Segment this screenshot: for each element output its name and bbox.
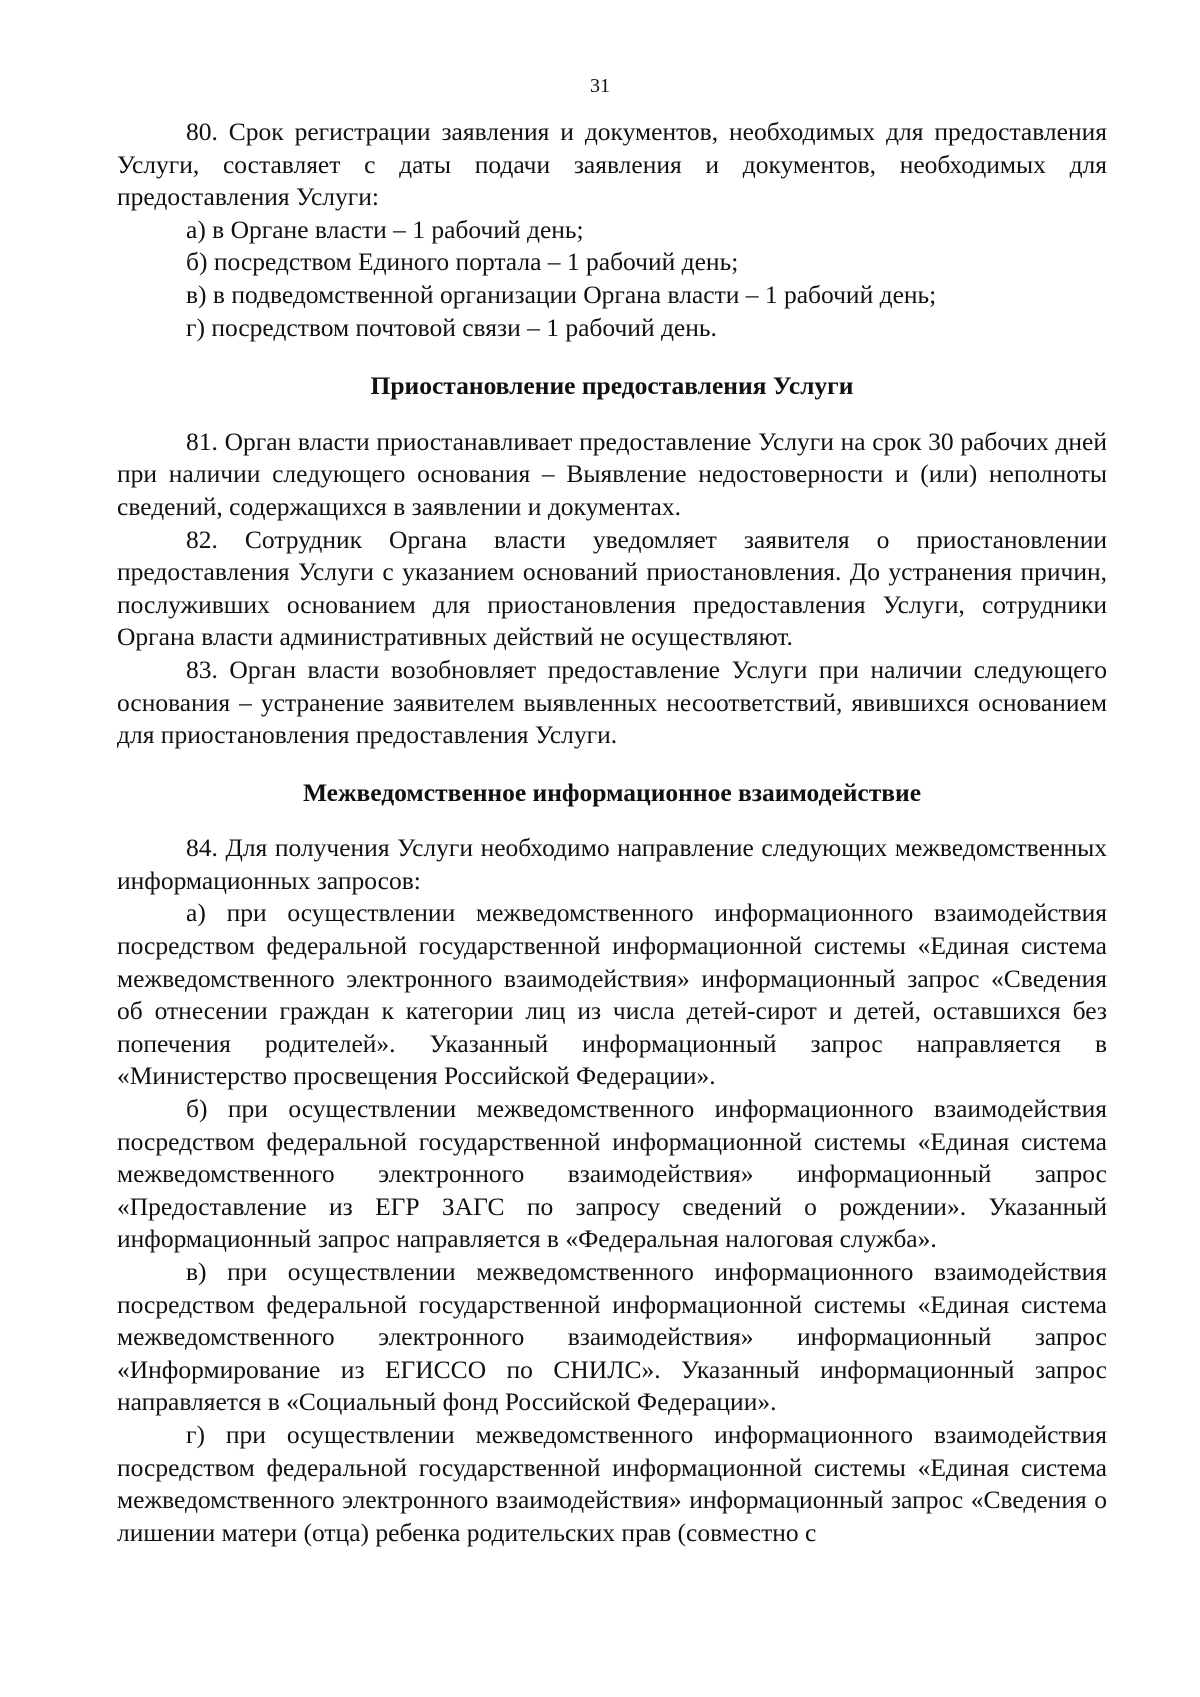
paragraph-83: 83. Орган власти возобновляет предоставление Услуги при наличии следующего основания – устранение заявителем выявленных несоответствий, явившихся основанием для приостановления предоставления Услуги. bbox=[117, 654, 1107, 750]
paragraph-84: 84. Для получения Услуги необходимо направление следующих межведомственных информационных запросов: bbox=[117, 833, 1107, 895]
paragraph-80-v: в) в подведомственной организации Органа власти – 1 рабочий день; bbox=[186, 279, 937, 309]
page-number: 31 bbox=[590, 75, 610, 97]
paragraph-80: 80. Срок регистрации заявления и документов, необходимых для предоставления Услуги, составляет с даты подачи заявления и документов, необходимых для предоставления Услуги: bbox=[117, 117, 1107, 212]
paragraph-84-g: г) при осуществлении межведомственного информационного взаимодействия посредством федеральной государственной информационной системы «Единая система межведомственного электронного взаимодействия» информационный запрос «Сведения о лишении матери (отца) ребенка родительских прав (совместно с bbox=[117, 1419, 1107, 1547]
paragraph-80-b: б) посредством Единого портала – 1 рабочий день; bbox=[186, 247, 739, 277]
paragraph-81: 81. Орган власти приостанавливает предоставление Услуги на срок 30 рабочих дней при наличии следующего основания – Выявление недостоверности и (или) неполноты сведений, содержащихся в заявлении и документах. bbox=[117, 426, 1107, 521]
paragraph-84-v: в) при осуществлении межведомственного информационного взаимодействия посредством федеральной государственной информационной системы «Единая система межведомственного электронного взаимодействия» информационный запрос «Информирование из ЕГИССО по СНИЛС». Указанный информационный запрос направляется в «Социальный фонд Российской Федерации». bbox=[117, 1257, 1107, 1417]
section-heading-suspension: Приостановление предоставления Услуги bbox=[370, 371, 854, 401]
paragraph-80-a: а) в Органе власти – 1 рабочий день; bbox=[186, 214, 584, 244]
paragraph-84-b: б) при осуществлении межведомственного информационного взаимодействия посредством федеральной государственной информационной системы «Единая система межведомственного электронного взаимодействия» информационный запрос «Предоставление из ЕГР ЗАГС по запросу сведений о рождении». Указанный информационный запрос направляется в «Федеральная налоговая служба». bbox=[117, 1094, 1107, 1254]
paragraph-84-a: а) при осуществлении межведомственного информационного взаимодействия посредством федеральной государственной информационной системы «Единая система межведомственного электронного взаимодействия» информационный запрос «Сведения об отнесении граждан к категории лиц из числа детей-сирот и детей, оставшихся без попечения родителей». Указанный информационный запрос направляется в «Министерство просвещения Российской Федерации». bbox=[117, 898, 1107, 1091]
paragraph-82: 82. Сотрудник Органа власти уведомляет заявителя о приостановлении предоставления Услуги с указанием оснований приостановления. До устранения причин, послуживших основанием для приостановления предоставления Услуги, сотрудники Органа власти административных действий не осуществляют. bbox=[117, 524, 1107, 652]
section-heading-interagency: Межведомственное информационное взаимодействие bbox=[302, 777, 922, 807]
paragraph-80-g: г) посредством почтовой связи – 1 рабочий день. bbox=[186, 312, 717, 342]
document-body bbox=[117, 116, 1107, 1549]
